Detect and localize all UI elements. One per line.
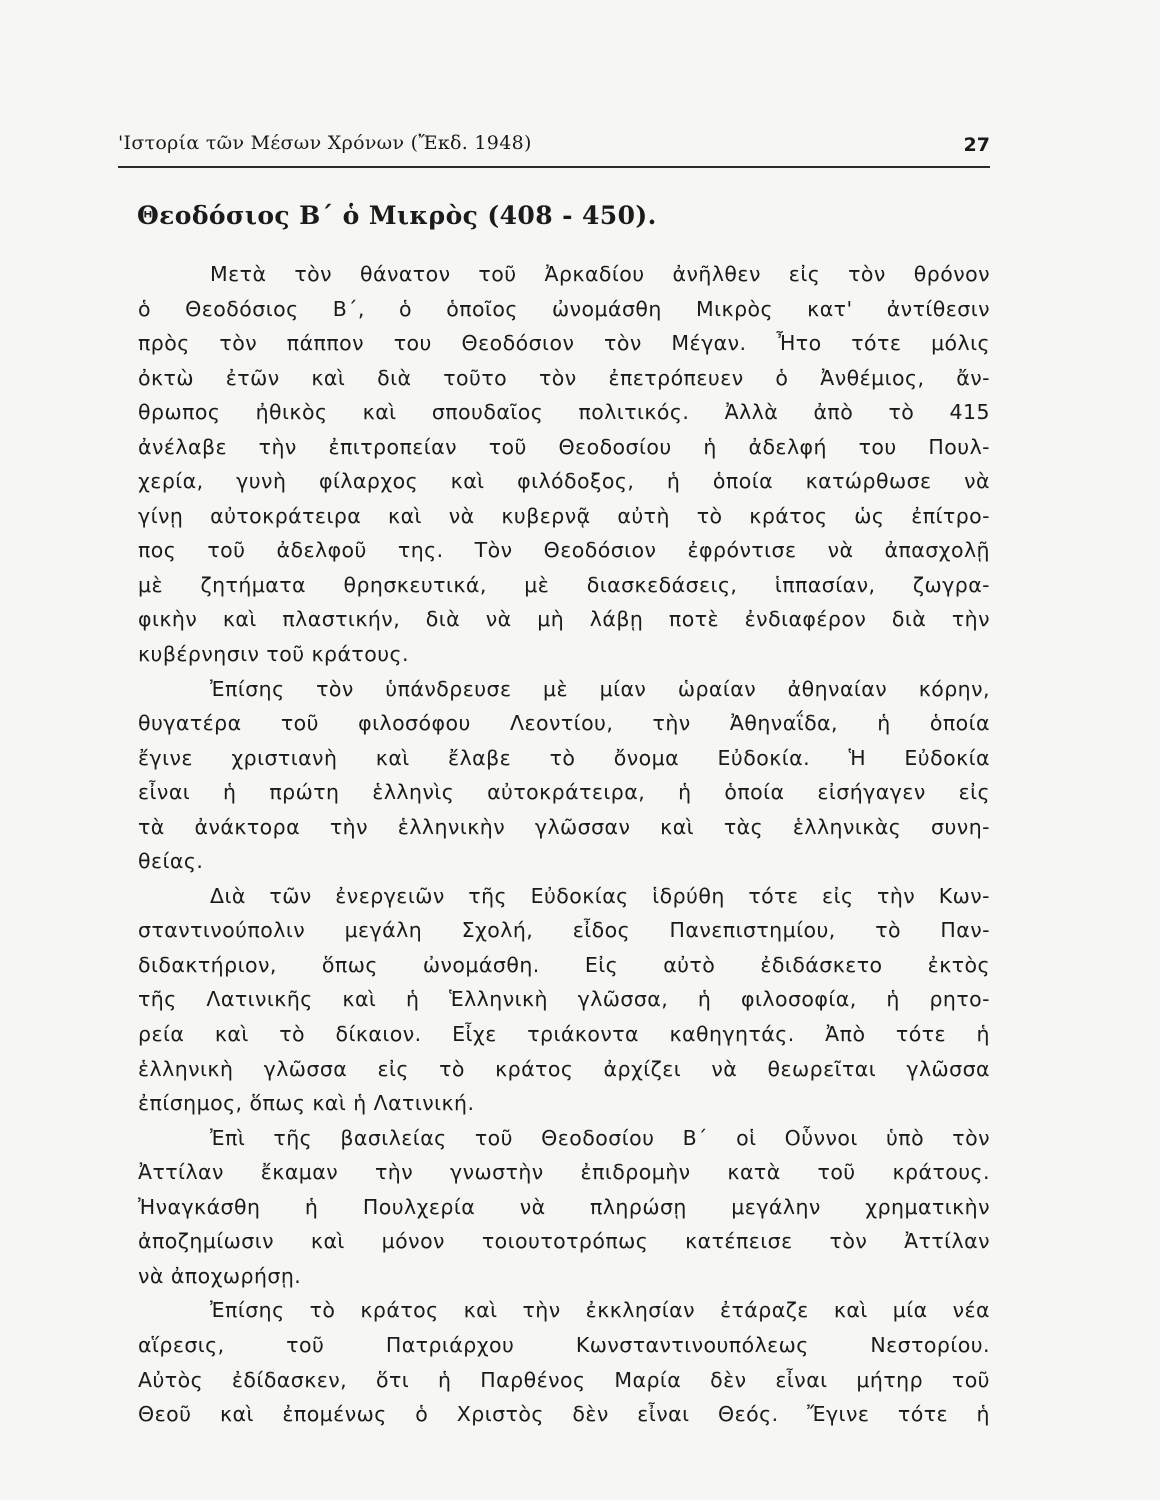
text-line: Αὐτὸς ἐδίδασκεν, ὅτι ἡ Παρθένος Μαρία δὲν εἶναι μήτηρ τοῦ [138,1367,990,1392]
text-line: ἑλληνικὴ γλῶσσα εἰς τὸ κράτος ἀρχίζει νὰ θεωρεῖται γλῶσσα [138,1056,990,1081]
text-line: φικὴν καὶ πλαστικήν, διὰ νὰ μὴ λάβῃ ποτὲ ἐνδιαφέρον διὰ τὴν [138,607,990,632]
text-line: Ἐπίσης τὸν ὑπάνδρευσε μὲ μίαν ὡραίαν ἀθηναίαν κόρην, [210,676,990,701]
text-line: θρωπος ἠθικὸς καὶ σπουδαῖος πολιτικός. Ἀλλὰ ἀπὸ τὸ 415 [138,400,990,425]
text-line: ἔγινε χριστιανὴ καὶ ἔλαβε τὸ ὄνομα Εὐδοκία. Ἡ Εὐδοκία [138,745,990,770]
body-text [138,257,990,1432]
text-line: διδακτήριον, ὅπως ὠνομάσθη. Εἰς αὐτὸ ἐδιδάσκετο ἐκτὸς [138,952,990,977]
text-line: πρὸς τὸν πάππον του Θεοδόσιον τὸν Μέγαν. Ἦτο τότε μόλις [138,331,990,356]
text-line: θυγατέρα τοῦ φιλοσόφου Λεοντίου, τὴν Ἀθηναΐδα, ἡ ὁποία [138,711,990,736]
text-line: ἀποζημίωσιν καὶ μόνον τοιουτοτρόπως κατέπεισε τὸν Ἀττίλαν [138,1229,990,1254]
text-line: Ἐπὶ τῆς βασιλείας τοῦ Θεοδοσίου Β΄ οἱ Οὗννοι ὑπὸ τὸν [210,1125,990,1150]
text-line: θείας. [138,849,204,874]
text-line: μὲ ζητήματα θρησκευτικά, μὲ διασκεδάσεις, ἱππασίαν, ζωγρα- [138,572,990,597]
section-title: Θεοδόσιος Β΄ ὁ Μικρὸς (408 - 450). [137,201,657,230]
text-line: τὰ ἀνάκτορα τὴν ἑλληνικὴν γλῶσσαν καὶ τὰς ἑλληνικὰς συνη- [138,814,990,839]
text-line: σταντινούπολιν μεγάλη Σχολή, εἶδος Πανεπιστημίου, τὸ Παν- [138,918,990,943]
text-line: αἵρεσις, τοῦ Πατριάρχου Κωνσταντινουπόλεως Νεστορίου. [138,1332,990,1357]
text-line: ὁ Θεοδόσιος Β΄, ὁ ὁποῖος ὠνομάσθη Μικρὸς κατ' ἀντίθεσιν [138,296,990,321]
text-line: Θεοῦ καὶ ἐπομένως ὁ Χριστὸς δὲν εἶναι Θεός. Ἔγινε τότε ἡ [138,1402,990,1427]
text-line: νὰ ἀποχωρήσῃ. [138,1263,302,1288]
text-line: ρεία καὶ τὸ δίκαιον. Εἶχε τριάκοντα καθηγητάς. Ἀπὸ τότε ἡ [138,1022,990,1047]
text-line: εἶναι ἡ πρώτη ἑλληνὶς αὐτοκράτειρα, ἡ ὁποία εἰσήγαγεν εἰς [138,780,990,805]
text-line: ἐπίσημος, ὅπως καὶ ἡ Λατινική. [138,1091,475,1116]
text-line: Ἠναγκάσθη ἡ Πουλχερία νὰ πληρώσῃ μεγάλην χρηματικὴν [138,1194,990,1219]
page-number: 27 [963,134,990,156]
text-line: χερία, γυνὴ φίλαρχος καὶ φιλόδοξος, ἡ ὁποία κατώρθωσε νὰ [138,469,990,494]
page-header [118,126,990,168]
text-line: γίνῃ αὐτοκράτειρα καὶ νὰ κυβερνᾷ αὐτὴ τὸ κράτος ὡς ἐπίτρο- [138,503,990,528]
text-line: τῆς Λατινικῆς καὶ ἡ Ἑλληνικὴ γλῶσσα, ἡ φιλοσοφία, ἡ ρητο- [138,987,990,1012]
text-line: Ἐπίσης τὸ κράτος καὶ τὴν ἐκκλησίαν ἐτάραζε καὶ μία νέα [210,1298,990,1323]
text-line: Μετὰ τὸν θάνατον τοῦ Ἀρκαδίου ἀνῆλθεν εἰς τὸν θρόνον [210,262,990,286]
text-line: ἀνέλαβε τὴν ἐπιτροπείαν τοῦ Θεοδοσίου ἡ ἀδελφή του Πουλ- [138,434,990,459]
text-line: ὀκτὼ ἐτῶν καὶ διὰ τοῦτο τὸν ἐπετρόπευεν ὁ Ἀνθέμιος, ἄν- [138,365,990,390]
text-line: κυβέρνησιν τοῦ κράτους. [138,642,409,667]
text-line: πος τοῦ ἀδελφοῦ της. Τὸν Θεοδόσιον ἐφρόντισε νὰ ἀπασχολῇ [138,538,990,563]
running-title: 'Ιστορία τῶν Μέσων Χρόνων (Ἔκδ. 1948) [118,132,532,154]
text-line: Διὰ τῶν ἐνεργειῶν τῆς Εὐδοκίας ἱδρύθη τότε εἰς τὴν Κων- [210,883,990,908]
text-line: Ἀττίλαν ἔκαμαν τὴν γνωστὴν ἐπιδρομὴν κατὰ τοῦ κράτους. [138,1160,990,1185]
